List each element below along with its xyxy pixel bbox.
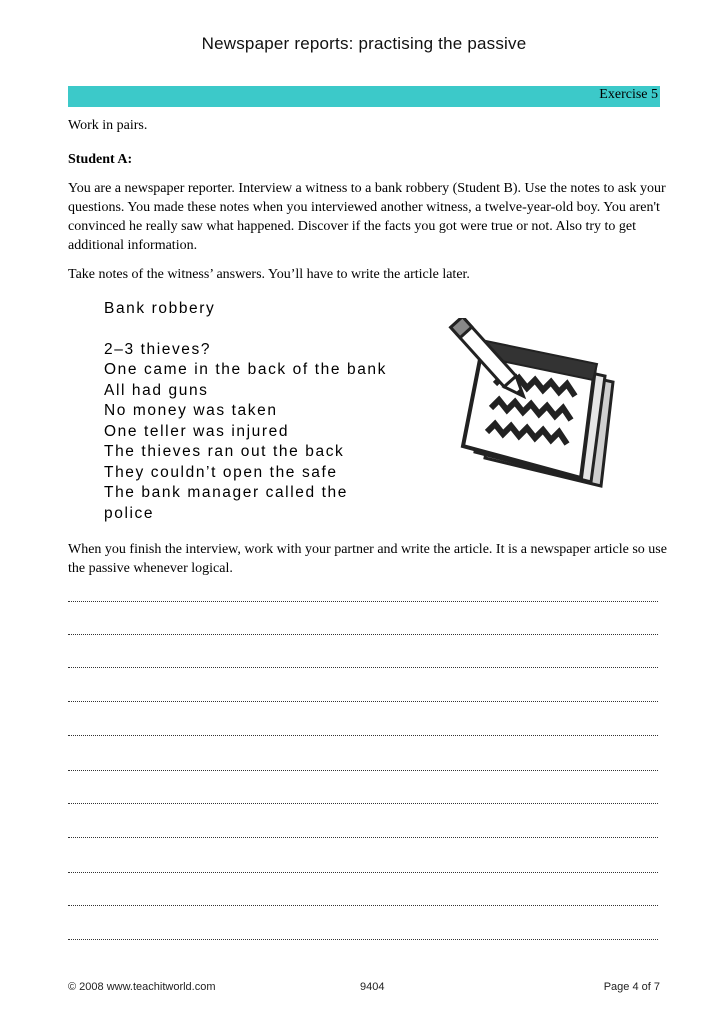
writing-line [68,905,658,906]
writing-line [68,770,658,771]
note-item: No money was taken [104,402,278,419]
notes-heading: Bank robbery [104,300,216,317]
note-item: The thieves ran out the back [104,443,345,460]
writing-line [68,939,658,940]
writing-line [68,601,658,602]
note-item: The bank manager called the [104,484,348,501]
writing-line [68,803,658,804]
work-in-pairs-text: Work in pairs. [68,118,148,133]
closing-paragraph: When you finish the interview, work with your partner and write the article. It is a newspaper article so use the passive whenever logical. [68,542,667,576]
exercise-label: Exercise 5 [599,87,658,102]
note-item: 2–3 thieves? [104,340,212,358]
take-notes-paragraph: Take notes of the witness’ answers. You’ll have to write the article later. [68,267,470,282]
footer-code: 9404 [360,981,385,993]
writing-line [68,634,658,635]
writing-line [68,837,658,838]
writing-line [68,667,658,668]
footer-copyright: © 2008 www.teachitworld.com [68,981,216,993]
notepad-with-pencil-icon [425,318,640,508]
writing-line [68,872,658,873]
footer-page-number: Page 4 of 7 [603,981,660,993]
writing-line [68,701,658,702]
witness-notes [104,299,434,524]
note-item: All had guns [104,381,209,399]
exercise-banner [68,86,660,107]
note-item: One came in the back of the bank [104,361,387,378]
note-item: One teller was injured [104,422,290,440]
student-label: Student A: [68,152,133,167]
page-title: Newspaper reports: practising the passive [201,34,527,53]
instructions-paragraph: You are a newspaper reporter. Interview a witness to a bank robbery (Student B). Use the notes to ask your questions. You made these notes when you interviewed another witness, a twelve-year-old boy. You aren't convinced he really saw what happened. Discover if the facts you got were true or not. Also try to get additional information. [68,181,666,253]
writing-line [68,735,658,736]
note-item: police [104,504,155,522]
note-item: They couldn’t open the safe [104,463,338,481]
